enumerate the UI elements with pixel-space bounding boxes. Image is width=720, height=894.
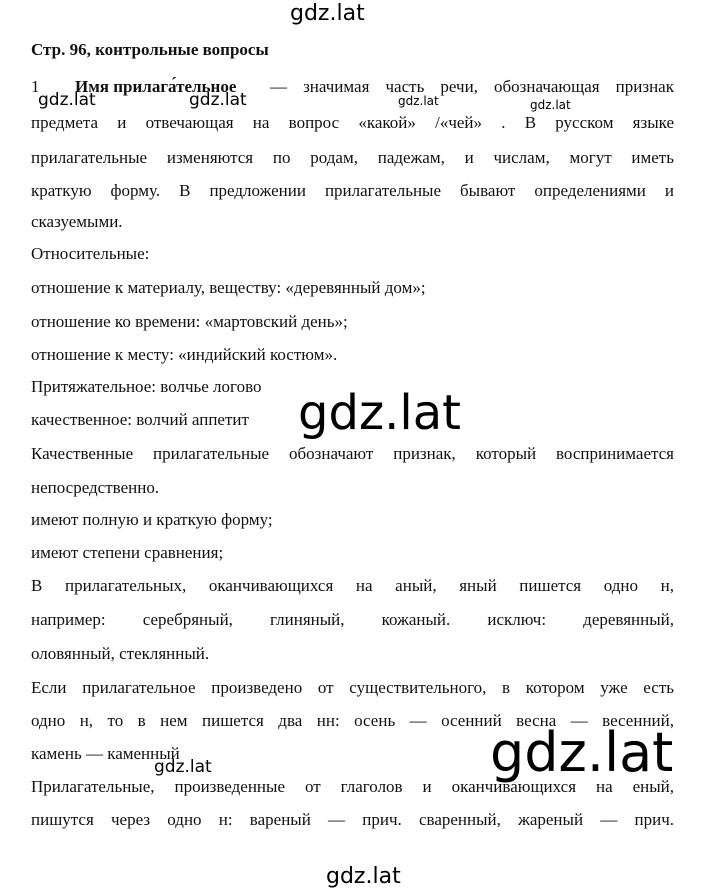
text-line: камень — каменный	[31, 744, 180, 763]
text-line: непосредственно.	[31, 478, 160, 497]
text-line: отношение к материалу, веществу: «деревянный дом»;	[31, 278, 426, 297]
watermark-large: gdz.lat	[490, 721, 674, 784]
watermark-small: gdz.lat	[398, 94, 439, 108]
watermark-large: gdz.lat	[298, 385, 461, 441]
text-line: прилагательные изменяются по родам, падежам, и числам, могут иметь	[31, 148, 674, 167]
text-line: отношение к месту: «индийский костюм».	[31, 345, 338, 364]
text-line: предмета и отвечающая на вопрос «какой» /«чей» . В русском языке	[31, 113, 674, 132]
text-line: качественное: волчий аппетит	[31, 410, 249, 429]
watermark-small: gdz.lat	[189, 90, 247, 110]
text-line: отношение ко времени: «мартовский день»;	[31, 312, 348, 331]
text-line: Прилагательные, произведенные от глаголов и оканчивающихся на еный,	[31, 777, 674, 796]
text-line: Притяжательное: волчье логово	[31, 377, 262, 396]
watermark-top: gdz.lat	[290, 1, 365, 26]
text-line: В прилагательных, оканчивающихся на аный, яный пишется одно н,	[31, 576, 674, 595]
text-line: краткую форму. В предложении прилагательные бывают определениями и	[31, 181, 674, 200]
text-line: сказуемыми.	[31, 212, 123, 231]
text-line: оловянный, стеклянный.	[31, 644, 210, 663]
page-heading: Стр. 96, контрольные вопросы	[31, 40, 269, 59]
watermark-bottom: gdz.lat	[326, 864, 401, 889]
text-line: пишутся через одно н: вареный — прич. сваренный, жареный — прич.	[31, 810, 674, 829]
text-line: имеют степени сравнения;	[31, 543, 224, 562]
definition-start: — значимая часть речи, обозначающая признак	[270, 77, 674, 96]
text-line: имеют полную и краткую форму;	[31, 510, 273, 529]
text-line: Если прилагательное произведено от существительного, в котором уже есть	[31, 678, 674, 697]
text-line: например: серебряный, глиняный, кожаный. исключ: деревянный,	[31, 610, 674, 629]
text-line: Относительные:	[31, 244, 150, 263]
text-line: Качественные прилагательные обозначают признак, который воспринимается	[31, 444, 674, 463]
watermark-small: gdz.lat	[530, 98, 571, 112]
watermark-small: gdz.lat	[38, 90, 96, 110]
item-number: 1	[31, 77, 40, 96]
defined-term: Имя прилага́тельное	[75, 77, 237, 96]
watermark-small: gdz.lat	[154, 757, 212, 777]
text-line: одно н, то в нем пишется два нн: осень — осенний весна — весенний,	[31, 711, 674, 730]
